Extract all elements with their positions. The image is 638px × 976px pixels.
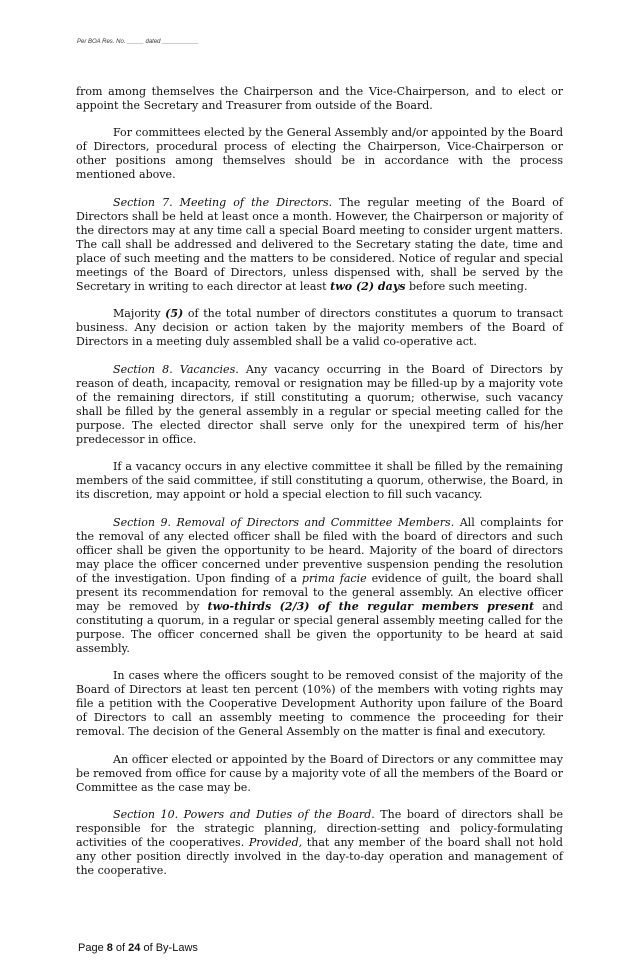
- paragraph-continuation: from among themselves the Chairperson and the Vice-Chairperson, and to elect or appoint the Secretary and Treasurer from outside of the Board.: [76, 85, 563, 113]
- section-9-text: All complaints for the removal of any elected officer shall be filed with the board of directors and such officer shall be given the opportunity to be heard. Majority of the board of directors may place the officer concerned under preventive suspension pending the resolution of the investigation. Upon finding of a: [76, 515, 564, 585]
- section-8-heading: Section 8. Vacancies: [113, 362, 236, 376]
- notice-period: two (2) days: [330, 279, 406, 293]
- proviso-term: Provided,: [248, 836, 303, 850]
- section-7-text: . The regular meeting of the Board of Directors shall be held at least once a month. However, the Chairperson or majority of the directors may at any time call a special Board meeting to consider urgent matters. The call shall be addressed and delivered to the Secretary stating the date, time and place of such meeting and the matters to be considered. Notice of regular and special meetings of the Board of Directors, unless dispensed with, shall be served by the Secretary in writing to each director at least: [76, 195, 563, 293]
- section-7-meeting-of-directors: [76, 196, 563, 294]
- section-7-text-end: before such meeting.: [405, 279, 528, 293]
- section-8-vacancies: [76, 363, 563, 447]
- paragraph-committees: For committees elected by the General Assembly and/or appointed by the Board of Directors, procedural process of electing the Chairperson, Vice-Chairperson or other positions among themselves should be in accordance with the process mentioned above.: [76, 126, 564, 182]
- of-label: of: [112, 942, 129, 954]
- section-9-heading: Section 9. Removal of Directors and Committee Members.: [113, 515, 455, 529]
- quorum-text-end: of the total number of directors constitutes a quorum to transact business. Any decision or action taken by the majority members of the Board of Directors in a meeting duly assembled shall be a valid co-operative act.: [76, 307, 563, 349]
- page-label: Page: [78, 942, 107, 954]
- paragraph-committee-vacancy: If a vacancy occurs in any elective committee it shall be filled by the remaining members of the said committee, if still constituting a quorum, otherwise, the Board, in its discretion, may appoint or hold a special election to fill such vacancy.: [76, 460, 563, 502]
- footer-suffix: of By-Laws: [140, 942, 198, 954]
- removal-vote-threshold: two-thirds (2/3) of the regular members present: [207, 599, 535, 613]
- quorum-number: (5): [165, 307, 184, 321]
- section-10-text: . The board of directors shall be responsible for the strategic planning, direction-setting and policy-formulating activities of the cooperatives.: [76, 808, 563, 850]
- page-number: 8: [106, 942, 113, 954]
- section-8-text: . Any vacancy occurring in the Board of Directors by reason of death, incapacity, removal or resignation may be filled-up by a majority vote of the remaining directors, if still constituting a quorum; otherwise, such vacancy shall be filled by the general assembly in a regular or special meeting called for the purpose. The elected director shall serve only for the unexpired term of his/her predecessor in office.: [76, 362, 563, 446]
- page-footer: [78, 942, 198, 954]
- resolution-header: Per BOA Res. No. _____ dated ___________: [77, 39, 199, 45]
- paragraph-majority-removal: In cases where the officers sought to be removed consist of the majority of the Board of Directors at least ten percent (10%) of the members with voting rights may file a petition with the Cooperative Development Authority upon failure of the Board of Directors to call an assembly meeting to commence the proceeding for their removal. The decision of the General Assembly on the matter is final and executory.: [76, 669, 563, 739]
- section-10-heading: Section 10. Powers and Duties of the Board: [113, 808, 372, 822]
- section-10-text-end: that any member of the board shall not hold any other position directly involved in the day-to-day operation and management of the cooperative.: [76, 836, 563, 878]
- section-10-powers-duties: [76, 808, 563, 878]
- total-pages: 24: [128, 942, 141, 954]
- prima-facie-term: prima facie: [301, 571, 367, 585]
- paragraph-officer-removal: An officer elected or appointed by the Board of Directors or any committee may be removed from office for cause by a majority vote of all the members of the Board or Committee as the case may be.: [76, 752, 563, 794]
- quorum-text: Majority: [113, 307, 166, 321]
- section-9-text-3: and constituting a quorum, in a regular or special general assembly meeting called for the purpose. The officer concerned shall be given the opportunity to be heard at said assembly.: [76, 599, 563, 655]
- section-9-text-2: evidence of guilt, the board shall present its recommendation for removal to the general assembly. An elective officer may be removed by: [76, 571, 564, 613]
- section-7-heading: Section 7. Meeting of the Directors: [113, 195, 329, 209]
- paragraph-quorum: [76, 307, 563, 349]
- section-9-removal: [76, 516, 563, 656]
- body-text: [76, 85, 563, 892]
